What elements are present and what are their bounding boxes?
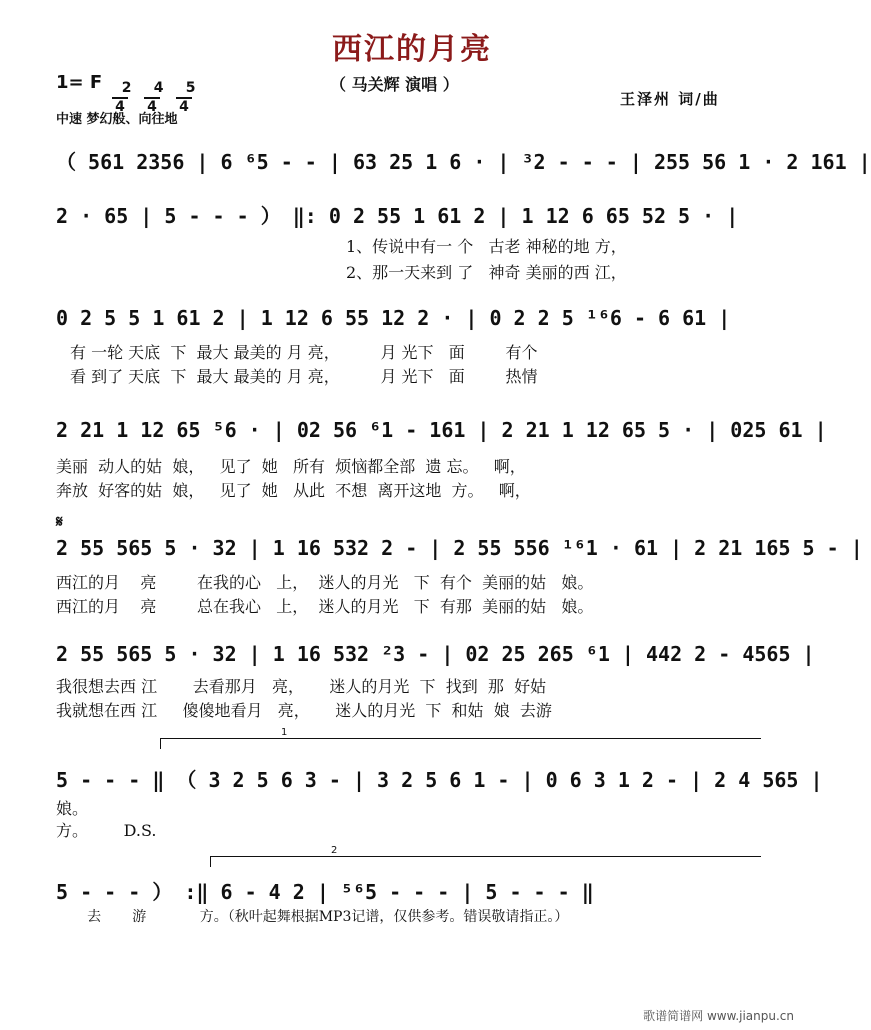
lyric-row-2-verse-2: 2、那一天来到 了 神奇 美丽的西 江， [346,263,627,282]
time-signature-3-top: 5 [185,80,196,96]
notation-row-4: 2 21 1 12 65 ⁵6 · | 02 56 ⁶1 - 161 | 2 21 1 12 65 5 · | 025 61 | [56,418,827,442]
lyric-row-3-verse-2: 看 到了 天底 下 最大 最美的 月 亮， 月 光下 面 热情 [70,367,538,386]
notation-row-6: 2 55 565 5 · 32 | 1 16 532 ²3 - | 02 25 265 ⁶1 | 442 2 - 4565 | [56,642,815,666]
notation-row-1: （ 561 2356 | 6 ⁶5 - - | 63 25 1 6 · | ³2 - - - | 255 56 1 · 2 161 | [56,150,871,174]
lyric-row-4-verse-2: 奔放 好客的姑 娘， 见了 她 从此 不想 离开这地 方。 啊， [56,481,531,500]
tempo-marking: 中速 梦幻般、向往地 [56,112,178,127]
notation-row-7: 5 - - - ‖ （ 3 2 5 6 3 - | 3 2 5 6 1 - | 0 6 3 1 2 - | 2 4 565 | [56,768,823,792]
volta-bracket-2 [210,845,761,867]
time-signature-1-top: 2 [121,80,132,96]
key-signature: 1= F [56,72,103,93]
time-signature-1-bottom: 4 [115,99,125,115]
lyric-row-3-verse-1: 有 一轮 天底 下 最大 最美的 月 亮， 月 光下 面 有个 [70,343,538,362]
lyric-row-7-verse-1: 娘。 [56,799,89,818]
lyric-row-5-verse-1: 西江的月 亮 在我的心 上， 迷人的月光 下 有个 美丽的姑 娘。 [56,573,594,592]
lyric-row-4-verse-1: 美丽 动人的姑 娘， 见了 她 所有 烦恼都全部 遗 忘。 啊， [56,457,526,476]
notation-row-3: 0 2 5 5 1 61 2 | 1 12 6 55 12 2 · | 0 2 2 5 ¹⁶6 - 6 61 | [56,306,731,330]
time-signature-3 [176,66,196,115]
lyric-row-5-verse-2: 西江的月 亮 总在我心 上， 迷人的月光 下 有那 美丽的姑 娘。 [56,597,594,616]
segno-sign: 𝄋 [56,512,63,531]
lyric-row-6-verse-1: 我很想去西 江 去看那月 亮， 迷人的月光 下 找到 那 好姑 [56,677,547,696]
lyric-row-8: 去 游 方。（秋叶起舞根据MP3记谱，仅供参考。错误敬请指正。） [56,909,569,925]
time-signature-3-bottom: 4 [179,99,189,115]
volta-2-number: 2 [331,845,338,856]
composer-credit: 王泽州 词/曲 [620,90,720,108]
time-signature-2-top: 4 [153,80,164,96]
time-signature-2-bottom: 4 [147,99,157,115]
lyric-row-7-verse-2: 方。 D.S. [56,821,157,840]
lyric-row-6-verse-2: 我就想在西 江 傻傻地看月 亮， 迷人的月光 下 和姑 娘 去游 [56,701,552,720]
volta-bracket-1 [160,727,761,749]
notation-row-2: 2 · 65 | 5 - - - ） ‖: 0 2 55 1 61 2 | 1 12 6 65 52 5 · | [56,204,739,228]
lyric-row-2-verse-1: 1、传说中有一 个 古老 神秘的地 方， [346,237,627,256]
notation-row-5: 2 55 565 5 · 32 | 1 16 532 2 - | 2 55 556 ¹⁶1 · 61 | 2 21 165 5 - | [56,536,863,560]
notation-row-8: 5 - - - ） :‖ 6 - 4 2 | ⁵⁶5 - - - | 5 - - - ‖ [56,880,594,904]
song-title: 西江的月亮 [332,32,492,67]
site-watermark: 歌谱简谱网 www.jianpu.cn [643,1009,794,1023]
volta-1-number: 1 [281,727,288,738]
performer-line: （ 马关辉 演唱 ） [330,75,459,94]
